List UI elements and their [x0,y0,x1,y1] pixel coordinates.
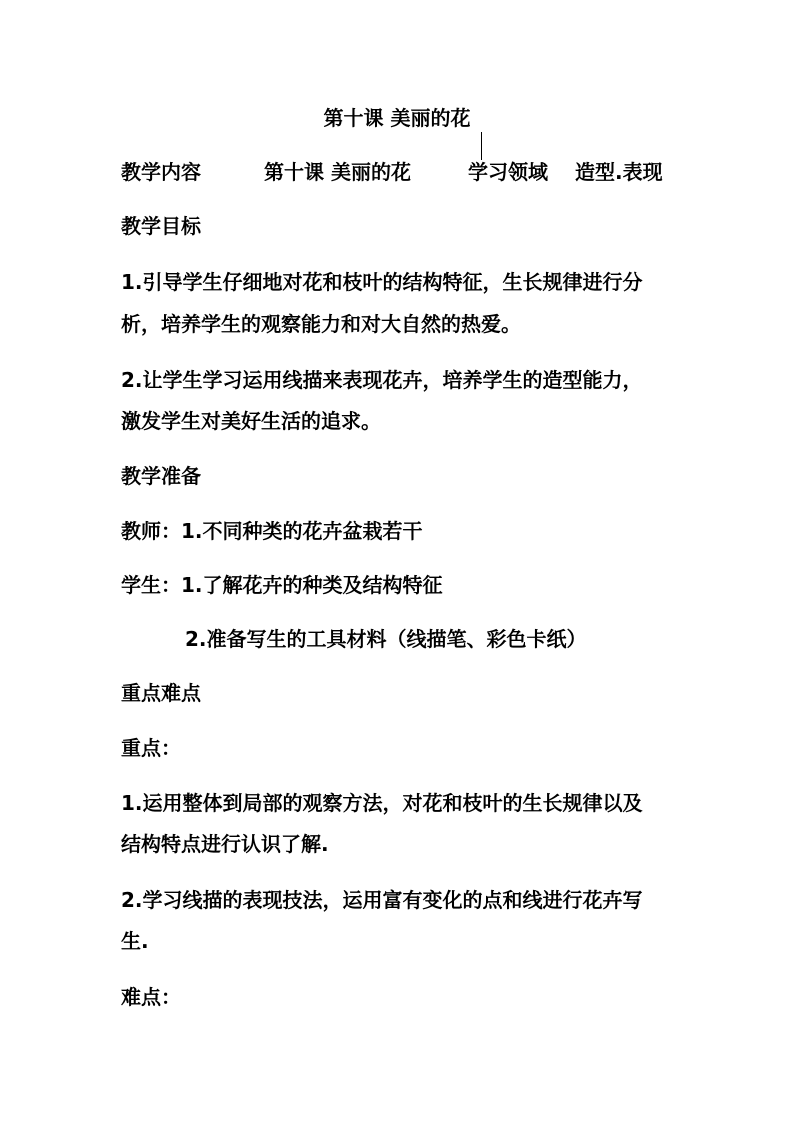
student-prep-2: 2.准备写生的工具材料（线描笔、彩色卡纸） [185,627,587,651]
content-value: 第十课 美丽的花 [264,160,411,184]
teacher-prep: 教师：1.不同种类的花卉盆栽若干 [121,519,423,543]
text-cursor [481,132,482,160]
objective-1-line-2: 析，培养学生的观察能力和对大自然的热爱。 [121,312,521,336]
key-points-heading: 重点难点 [121,681,201,705]
preparation-heading: 教学准备 [121,464,201,488]
key-2-line-1: 2.学习线描的表现技法，运用富有变化的点和线进行花卉写 [121,888,643,912]
key-label: 重点： [121,736,181,760]
objective-1-line-1: 1.引导学生仔细地对花和枝叶的结构特征，生长规律进行分 [121,270,643,294]
difficult-label: 难点： [121,985,181,1009]
objective-2-line-1: 2.让学生学习运用线描来表现花卉，培养学生的造型能力， [121,368,643,392]
key-1-line-1: 1.运用整体到局部的观察方法，对花和枝叶的生长规律以及 [121,791,643,815]
objectives-heading: 教学目标 [121,214,201,238]
key-2-line-2: 生. [121,929,149,953]
domain-value: 造型.表现 [575,160,663,184]
student-prep-1: 学生：1.了解花卉的种类及结构特征 [121,573,443,597]
page-title: 第十课 美丽的花 [323,106,471,130]
info-row [0,158,794,186]
content-label: 教学内容 [121,160,201,184]
key-1-line-2: 结构特点进行认识了解. [121,832,329,856]
objective-2-line-2: 激发学生对美好生活的追求。 [121,409,381,433]
domain-label: 学习领域 [468,160,548,184]
